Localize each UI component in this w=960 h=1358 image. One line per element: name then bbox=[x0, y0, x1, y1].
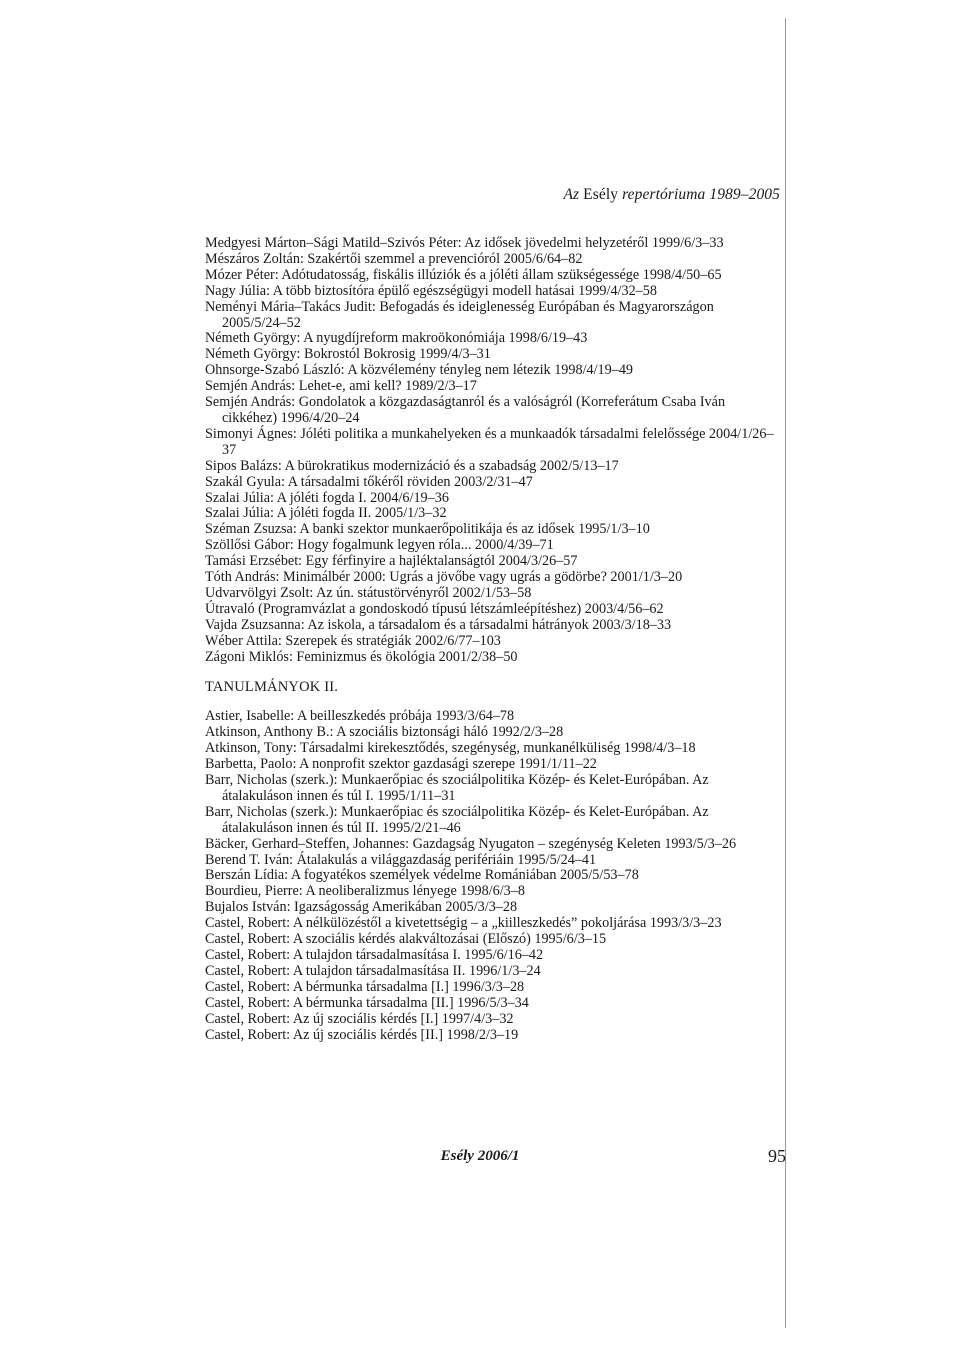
bibliography-entry: Tamási Erzsébet: Egy férfinyire a hajléktalanságtól 2004/3/26–57 bbox=[205, 553, 578, 570]
bibliography-entry: Barr, Nicholas (szerk.): Munkaerőpiac és szociálpolitika Közép- és Kelet-Európában. Az átalakuláson innen és túl I. 1995/1/11–31 bbox=[205, 772, 709, 804]
header-prefix: Az bbox=[563, 186, 580, 203]
bibliography-entry: Szalai Júlia: A jóléti fogda II. 2005/1/3–32 bbox=[205, 505, 447, 522]
bibliography-entry: Sipos Balázs: A bürokratikus modernizáció és a szabadság 2002/5/13–17 bbox=[205, 457, 619, 474]
page-number: 95 bbox=[768, 1146, 786, 1166]
bibliography-entry: Bäcker, Gerhard–Steffen, Johannes: Gazdagság Nyugaton – szegénység Keleten 1993/5/3–26 bbox=[205, 835, 737, 852]
bibliography-entry: Útravaló (Programvázlat a gondoskodó típusú létszámleépítéshez) 2003/4/56–62 bbox=[205, 600, 664, 617]
bibliography-entry: Atkinson, Anthony B.: A szociális biztonsági háló 1992/2/3–28 bbox=[205, 724, 564, 741]
bibliography-entry: Astier, Isabelle: A beilleszkedés próbája 1993/3/64–78 bbox=[205, 708, 515, 725]
bibliography-entry: Castel, Robert: A szociális kérdés alakváltozásai (Előszó) 1995/6/3–15 bbox=[205, 931, 607, 948]
bibliography-entry: Castel, Robert: A bérmunka társadalma [I.] 1996/3/3–28 bbox=[205, 978, 525, 995]
footer-journal-issue: Esély 2006/1 bbox=[440, 1148, 520, 1164]
bibliography-entry: Nagy Júlia: A több biztosítóra épülő egészségügyi modell hatásai 1999/4/32–58 bbox=[205, 282, 657, 299]
bibliography-entry: Zágoni Miklós: Feminizmus és ökológia 2001/2/38–50 bbox=[205, 648, 518, 665]
bibliography-entry: Semjén András: Lehet-e, ami kell? 1989/2/3–17 bbox=[205, 378, 477, 395]
bibliography-entry: Szöllősi Gábor: Hogy fogalmunk legyen róla... 2000/4/39–71 bbox=[205, 537, 554, 554]
bibliography-entry: Castel, Robert: A bérmunka társadalma [II.] 1996/5/3–34 bbox=[205, 994, 529, 1011]
bibliography-entry: Castel, Robert: Az új szociális kérdés [II.] 1998/2/3–19 bbox=[205, 1026, 519, 1043]
bibliography-entry: Udvarvölgyi Zsolt: Az ún. státustörvényről 2002/1/53–58 bbox=[205, 584, 532, 601]
margin-rule bbox=[785, 18, 786, 1328]
bibliography-entry: Mészáros Zoltán: Szakértői szemmel a prevencióról 2005/6/64–82 bbox=[205, 250, 583, 267]
bibliography-entry: Semjén András: Gondolatok a közgazdaságtanról és a valóságról (Korreferátum Csaba Iván cikkéhez) 1996/4/20–24 bbox=[205, 394, 726, 426]
bibliography-entry: Széman Zsuzsa: A banki szektor munkaerőpolitikája és az idősek 1995/1/3–10 bbox=[205, 521, 650, 538]
bibliography-entry: Wéber Attila: Szerepek és stratégiák 2002/6/77–103 bbox=[205, 632, 501, 649]
bibliography-entry: Castel, Robert: A nélkülözéstől a kivetettségig – a „kiilleszkedés” pokoljárása 1993/3/3–23 bbox=[205, 915, 722, 932]
header-suffix: repertóriuma 1989–2005 bbox=[622, 186, 780, 203]
bibliography-entry: Medgyesi Márton–Sági Matild–Szivós Péter: Az idősek jövedelmi helyzetéről 1999/6/3–33 bbox=[205, 235, 724, 251]
bibliography-entry: Németh György: A nyugdíjreform makroökonómiája 1998/6/19–43 bbox=[205, 330, 588, 347]
bibliography-entry: Tóth András: Minimálbér 2000: Ugrás a jövőbe vagy ugrás a gödörbe? 2001/1/3–20 bbox=[205, 569, 683, 586]
bibliography-entry: Szalai Júlia: A jóléti fogda I. 2004/6/19–36 bbox=[205, 489, 449, 506]
bibliography-entry: Bourdieu, Pierre: A neoliberalizmus lényege 1998/6/3–8 bbox=[205, 883, 525, 900]
bibliography-entry: Bujalos István: Igazságosság Amerikában 2005/3/3–28 bbox=[205, 899, 518, 916]
bibliography-entry: Vajda Zsuzsanna: Az iskola, a társadalom és a társadalmi hátrányok 2003/3/18–33 bbox=[205, 616, 672, 633]
bibliography-entry: Mózer Péter: Adótudatosság, fiskális illúziók és a jóléti állam szükségessége 1998/4/50–65 bbox=[205, 266, 722, 283]
bibliography-entry: Berszán Lídia: A fogyatékos személyek védelme Romániában 2005/5/53–78 bbox=[205, 867, 639, 884]
bibliography-entry: Berend T. Iván: Átalakulás a világgazdaság perifériáin 1995/5/24–41 bbox=[205, 851, 597, 868]
section-heading: TANULMÁNYOK II. bbox=[205, 679, 339, 696]
header-journal-name: Esély bbox=[583, 186, 619, 203]
bibliography-entry: Szakál Gyula: A társadalmi tőkéről röviden 2003/2/31–47 bbox=[205, 473, 533, 490]
bibliography-entry: Castel, Robert: A tulajdon társadalmasítása I. 1995/6/16–42 bbox=[205, 946, 544, 963]
bibliography-entry: Atkinson, Tony: Társadalmi kirekesztődés, szegénység, munkanélküliség 1998/4/3–18 bbox=[205, 740, 696, 757]
running-header bbox=[400, 186, 780, 204]
bibliography-entry: Castel, Robert: A tulajdon társadalmasítása II. 1996/1/3–24 bbox=[205, 962, 541, 979]
bibliography-entry: Barr, Nicholas (szerk.): Munkaerőpiac és szociálpolitika Közép- és Kelet-Európában. Az átalakuláson innen és túl II. 1995/2/21–46 bbox=[205, 803, 709, 836]
bibliography-entry: Barbetta, Paolo: A nonprofit szektor gazdasági szerepe 1991/1/11–22 bbox=[205, 756, 597, 773]
bibliography-entry: Ohnsorge-Szabó László: A közvélemény tényleg nem létezik 1998/4/19–49 bbox=[205, 362, 634, 379]
bibliography-entry: Neményi Mária–Takács Judit: Befogadás és ideiglenesség Európában és Magyarországon 2005/5/24–52 bbox=[205, 298, 714, 331]
bibliography-list bbox=[205, 236, 780, 1043]
bibliography-entry: Castel, Robert: Az új szociális kérdés [I.] 1997/4/3–32 bbox=[205, 1010, 514, 1027]
bibliography-entry: Simonyi Ágnes: Jóléti politika a munkahelyeken és a munkaadók társadalmi felelőssége 2004/1/26–37 bbox=[205, 425, 774, 458]
bibliography-entry: Németh György: Bokrostól Bokrosig 1999/4/3–31 bbox=[205, 346, 491, 363]
